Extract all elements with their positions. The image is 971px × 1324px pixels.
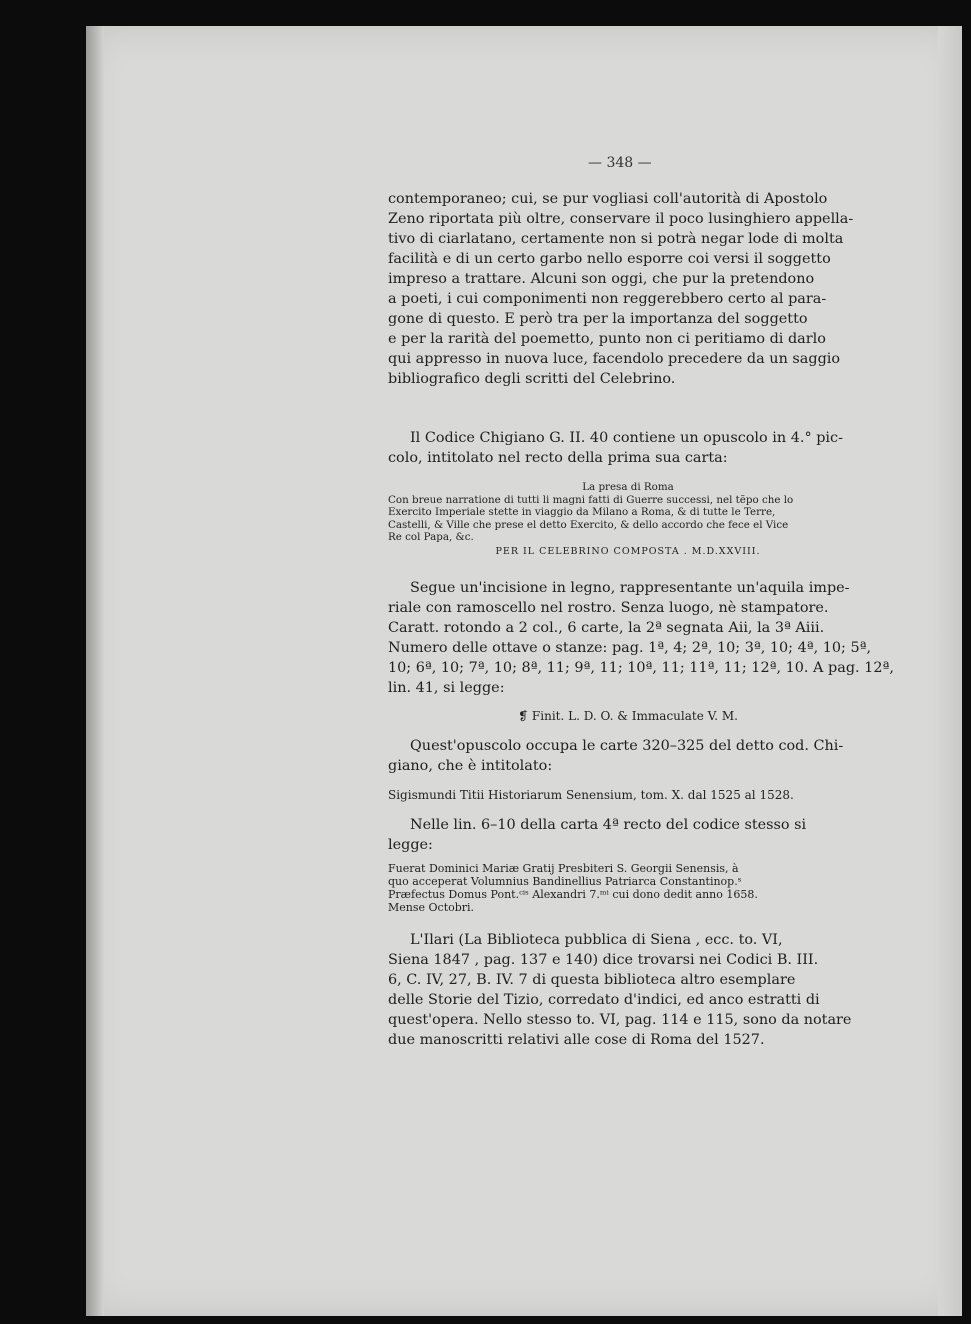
title-block: [388, 481, 868, 558]
text-line: e per la rarità del poemetto, punto non ci peritiamo di darlo: [388, 331, 826, 347]
text-line: due manoscritti relativi alle cose di Roma del 1527.: [388, 1032, 765, 1048]
page-edge: [938, 26, 962, 1316]
title-footer: PER IL CELEBRINO COMPOSTA . M.D.XXVIII.: [495, 545, 761, 557]
text-line: delle Storie del Tizio, corredato d'indici, ed anco estratti di: [388, 992, 820, 1008]
quote-line: Præfectus Domus Pont.ᶜⁱˢ Alexandri 7.ᵐⁱ cui dono dedit anno 1658.: [388, 888, 758, 901]
text-line: giano, che è intitolato:: [388, 758, 553, 774]
text-line: Zeno riportata più oltre, conservare il poco lusinghiero appella-: [388, 211, 854, 227]
text-line: tivo di ciarlatano, certamente non si potrà negar lode di molta: [388, 231, 844, 247]
text-line: Segue un'incisione in legno, rappresentante un'aquila impe-: [410, 580, 850, 596]
quote-line: Fuerat Dominici Mariæ Gratij Presbiteri S. Georgii Senensis, à: [388, 862, 739, 875]
page-number: — 348 —: [588, 155, 652, 171]
text-line: impreso a trattare. Alcuni son oggi, che pur la pretendono: [388, 271, 815, 287]
quote-line: quo acceperat Volumnius Bandinellius Patriarca Constantinop.ˢ: [388, 875, 742, 888]
text-line: 10; 6ª, 10; 7ª, 10; 8ª, 11; 9ª, 11; 10ª, 11; 11ª, 11; 12ª, 10. A pag. 12ª,: [388, 660, 894, 676]
text-line: 6, C. IV, 27, B. IV. 7 di questa biblioteca altro esemplare: [388, 972, 796, 988]
text-line: qui appresso in nuova luce, facendolo precedere da un saggio: [388, 351, 841, 367]
text-line: colo, intitolato nel recto della prima sua carta:: [388, 450, 728, 466]
paragraph-incisione: [388, 578, 894, 698]
text-line: Caratt. rotondo a 2 col., 6 carte, la 2ª segnata Aii, la 3ª Aiii.: [388, 620, 825, 636]
text-line: legge:: [388, 837, 433, 853]
title-line: Exercito Imperiale stette in viaggio da Milano a Roma, & di tutte le Terre,: [388, 506, 776, 518]
paragraph-intro: [388, 189, 868, 389]
text-line: bibliografico degli scritti del Celebrino.: [388, 371, 676, 387]
text-line: Nelle lin. 6–10 della carta 4ª recto del codice stesso si: [410, 817, 807, 833]
text-line: Quest'opuscolo occupa le carte 320–325 del detto cod. Chi-: [410, 738, 844, 754]
paragraph-ilari: [388, 930, 868, 1050]
text-line: Siena 1847 , pag. 137 e 140) dice trovarsi nei Codici B. III.: [388, 952, 819, 968]
paragraph-nelle-lin: [388, 815, 868, 855]
quote-line: Mense Octobri.: [388, 901, 475, 914]
sigismundi-line: [388, 788, 868, 802]
quote-block: [388, 862, 868, 914]
text-line: lin. 41, si legge:: [388, 680, 505, 696]
text-line: riale con ramoscello nel rostro. Senza luogo, nè stampatore.: [388, 600, 829, 616]
text-line: facilità e di un certo garbo nello esporre coi versi il soggetto: [388, 251, 831, 267]
text-line: contemporaneo; cui, se pur vogliasi coll'autorità di Apostolo: [388, 191, 828, 207]
page-gutter-shadow: [86, 26, 104, 1316]
text-line: Il Codice Chigiano G. II. 40 contiene un opuscolo in 4.° pic-: [410, 430, 843, 446]
paragraph-codice: [388, 428, 868, 468]
finit-text: ❡ Finit. L. D. O. & Immaculate V. M.: [518, 709, 738, 723]
text-line: quest'opera. Nello stesso to. VI, pag. 114 e 115, sono da notare: [388, 1012, 852, 1028]
text-line: a poeti, i cui componimenti non reggerebbero certo al para-: [388, 291, 827, 307]
finit-line: [388, 709, 868, 723]
title-heading: La presa di Roma: [582, 481, 674, 493]
title-line: Castelli, & Ville che prese el detto Exercito, & dello accordo che fece el Vice: [388, 518, 789, 531]
text-line: L'Ilari (La Biblioteca pubblica di Siena , ecc. to. VI,: [410, 932, 783, 948]
paragraph-opuscolo: [388, 736, 868, 776]
title-line: Re col Papa, &c.: [388, 531, 474, 543]
text-line: gone di questo. E però tra per la importanza del soggetto: [388, 311, 808, 327]
sigismundi-text: Sigismundi Titii Historiarum Senensium, tom. X. dal 1525 al 1528.: [388, 788, 794, 802]
text-line: Numero delle ottave o stanze: pag. 1ª, 4; 2ª, 10; 3ª, 10; 4ª, 10; 5ª,: [388, 640, 872, 656]
title-line: Con breue narratione di tutti li magni fatti di Guerre successi, nel tẽpo che lo: [388, 493, 794, 506]
